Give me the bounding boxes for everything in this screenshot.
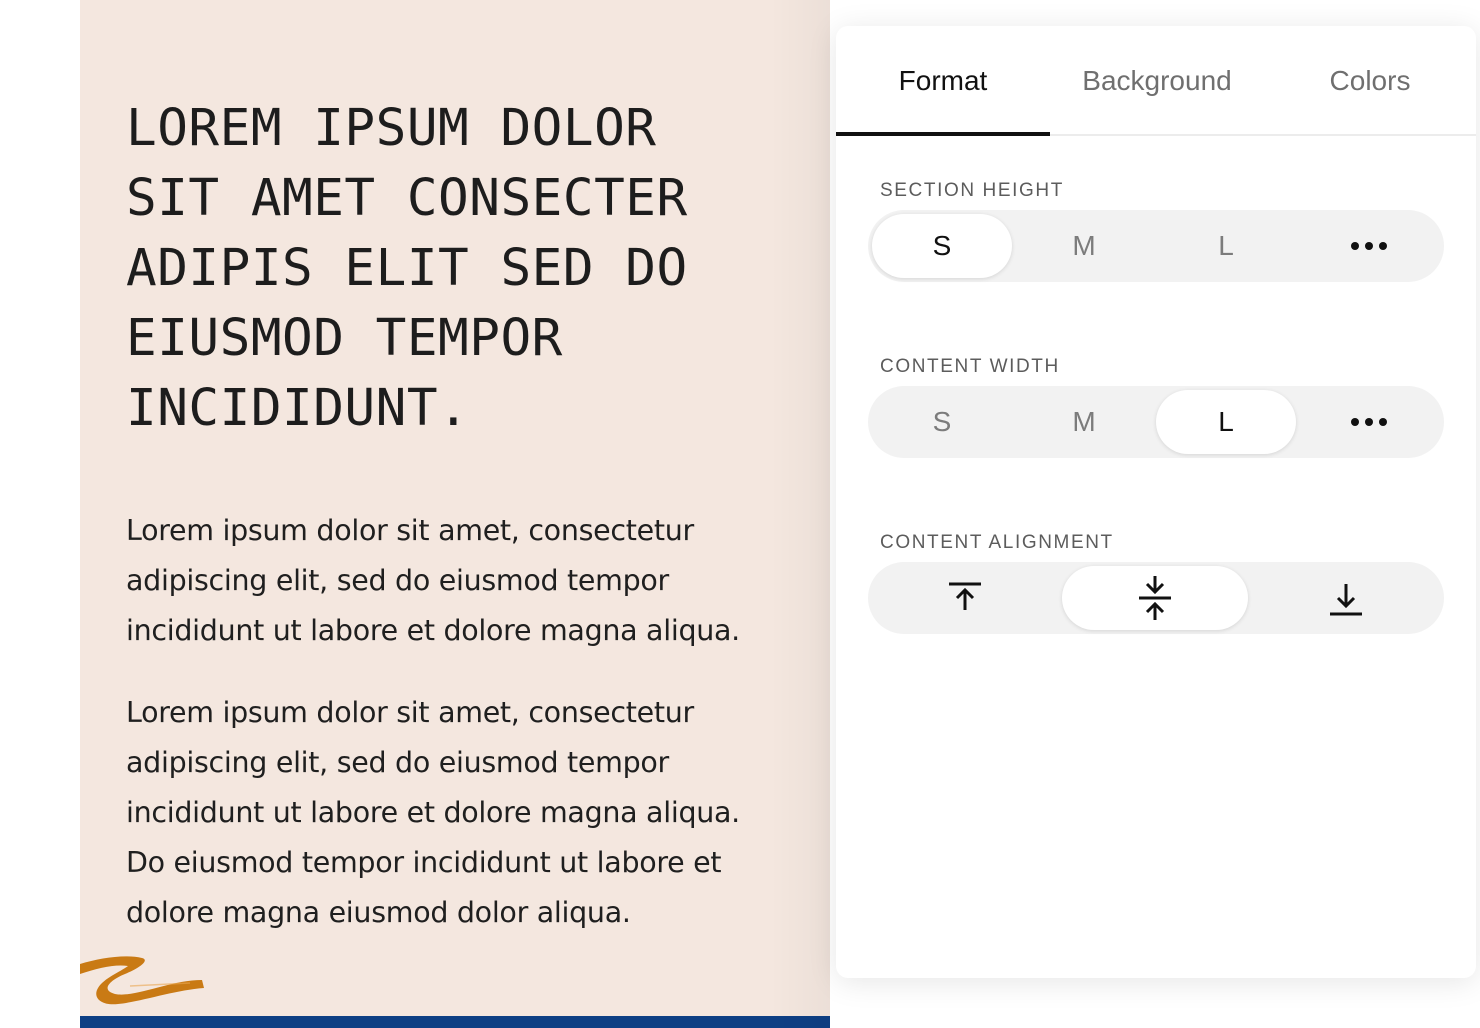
align-bottom-button[interactable] bbox=[1252, 566, 1440, 630]
accent-bar bbox=[80, 1016, 830, 1028]
align-top-button[interactable] bbox=[872, 566, 1058, 630]
paragraph-line: incididunt ut labore et dolore magna aliqua. bbox=[126, 614, 740, 647]
preview-paragraph-1 bbox=[126, 506, 806, 656]
format-panel bbox=[836, 26, 1476, 978]
preview-headline bbox=[126, 94, 766, 444]
content-width-more-button[interactable] bbox=[1298, 390, 1440, 454]
section-height-m-button[interactable]: M bbox=[1072, 230, 1096, 261]
section-height-more-button[interactable] bbox=[1298, 214, 1440, 278]
paragraph-line: Lorem ipsum dolor sit amet, consectetur bbox=[126, 696, 694, 729]
align-middle-button[interactable] bbox=[1062, 566, 1248, 630]
content-width-m-button[interactable]: M bbox=[1072, 406, 1096, 437]
more-dots-icon bbox=[1351, 242, 1387, 250]
headline-line: INCIDIDUNT. bbox=[126, 379, 470, 438]
section-height-s-button[interactable]: S bbox=[872, 214, 1012, 278]
section-height-label: SECTION HEIGHT bbox=[880, 180, 1064, 201]
content-width-s-button[interactable]: S bbox=[932, 406, 952, 437]
brush-stroke-decoration bbox=[80, 950, 210, 1010]
tab-colors[interactable]: Colors bbox=[1329, 65, 1411, 96]
panel-tabs bbox=[836, 26, 1476, 136]
paragraph-line: Lorem ipsum dolor sit amet, consectetur bbox=[126, 514, 694, 547]
section-height-l-button[interactable]: L bbox=[1218, 230, 1234, 261]
content-alignment-selector bbox=[868, 562, 1444, 634]
active-tab-indicator bbox=[836, 132, 1050, 136]
section-height-selector bbox=[868, 210, 1444, 282]
headline-line: EIUSMOD TEMPOR bbox=[126, 309, 563, 368]
content-width-l-button[interactable]: L bbox=[1156, 390, 1296, 454]
content-width-selector bbox=[868, 386, 1444, 458]
content-width-label: CONTENT WIDTH bbox=[880, 356, 1060, 377]
more-dots-icon bbox=[1351, 418, 1387, 426]
tab-background[interactable]: Background bbox=[1082, 65, 1232, 96]
content-alignment-label: CONTENT ALIGNMENT bbox=[880, 532, 1114, 553]
paragraph-line: adipiscing elit, sed do eiusmod tempor bbox=[126, 564, 669, 597]
paragraph-line: incididunt ut labore et dolore magna aliqua. bbox=[126, 796, 740, 829]
paragraph-line: dolore magna eiusmod dolor aliqua. bbox=[126, 896, 631, 929]
paragraph-line: Do eiusmod tempor incididunt ut labore et bbox=[126, 846, 722, 879]
headline-line: SIT AMET CONSECTER bbox=[126, 169, 688, 228]
align-top-icon bbox=[945, 578, 985, 618]
section-preview bbox=[80, 0, 830, 1028]
paragraph-line: adipiscing elit, sed do eiusmod tempor bbox=[126, 746, 669, 779]
align-middle-icon bbox=[1135, 574, 1175, 622]
align-bottom-icon bbox=[1326, 578, 1366, 618]
preview-paragraph-2 bbox=[126, 688, 806, 938]
headline-line: LOREM IPSUM DOLOR bbox=[126, 99, 657, 158]
headline-line: ADIPIS ELIT SED DO bbox=[126, 239, 688, 298]
tab-format[interactable]: Format bbox=[898, 65, 988, 96]
